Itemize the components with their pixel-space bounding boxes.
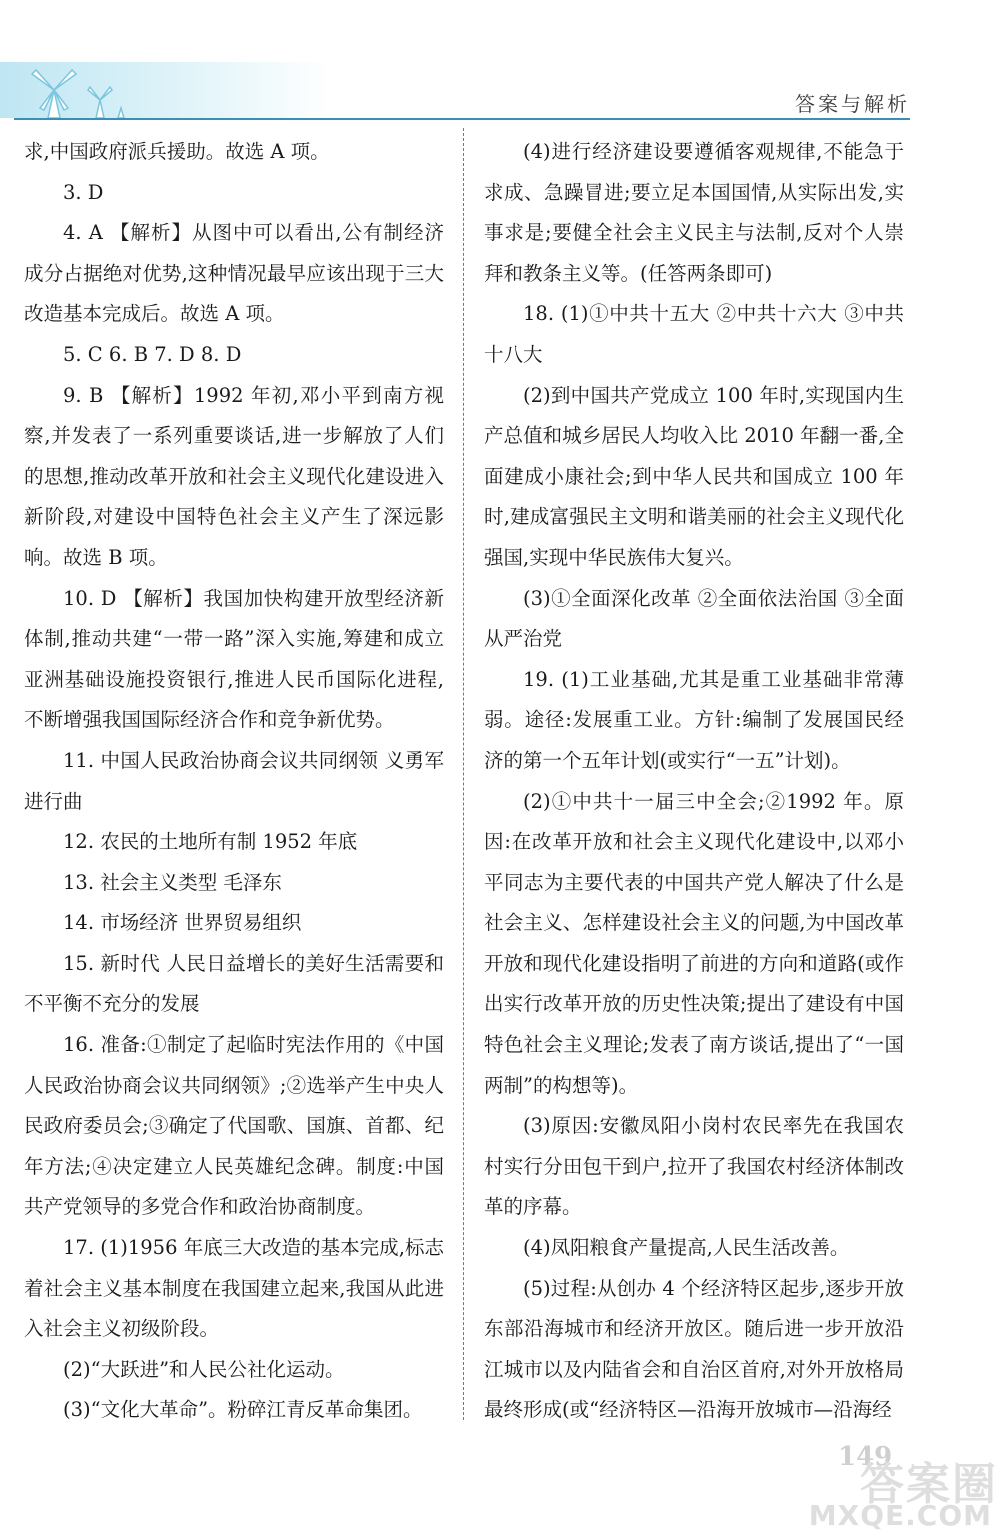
column-divider [463, 128, 464, 1420]
watermark [808, 1442, 1006, 1536]
paragraph: 5. C 6. B 7. D 8. D [63, 342, 242, 366]
paragraph: (3)①全面深化改革 ②全面依法治国 ③全面从严治党 [484, 586, 904, 651]
paragraph: 19. (1)工业基础,尤其是重工业基础非常薄弱。途径:发展重工业。方针:编制了发展国民经济的第一个五年计划(或实行“一五”计划)。 [484, 667, 904, 772]
watermark-url: MXQE.COM [808, 1499, 992, 1532]
paragraph: (4)进行经济建设要遵循客观规律,不能急于求成、急躁冒进;要立足本国国情,从实际出发,实事求是;要健全社会主义民主与法制,反对个人崇拜和教条主义等。(任答两条即可) [484, 140, 904, 285]
paragraph: 15. 新时代 人民日益增长的美好生活需要和不平衡不充分的发展 [24, 951, 444, 1016]
paragraph: 16. 准备:①制定了起临时宪法作用的《中国人民政治协商会议共同纲领》;②选举产生中央人民政府委员会;③确定了代国歌、国旗、首都、纪年方法;④决定建立人民英雄纪念碑。制度:中国共产党领导的多党合作和政治协商制度。 [24, 1033, 444, 1219]
paragraph: (5)过程:从创办 4 个经济特区起步,逐步开放东部沿海城市和经济开放区。随后进一步开放沿江城市以及内陆省会和自治区首府,对外开放格局最终形成(或“经济特区—沿海开放城市—沿海经 [484, 1276, 904, 1422]
paragraph: 13. 社会主义类型 毛泽东 [63, 870, 282, 894]
paragraph: 11. 中国人民政治协商会议共同纲领 义勇军进行曲 [24, 748, 444, 813]
paragraph: 9. B 【解析】1992 年初,邓小平到南方视察,并发表了一系列重要谈话,进一步解放了人们的思想,推动改革开放和社会主义现代化建设进入新阶段,对建设中国特色社会主义产生了深远影响。故选 B 项。 [24, 383, 444, 569]
paragraph: (3)“文化大革命”。粉碎江青反革命集团。 [63, 1398, 423, 1422]
paragraph: (4)凤阳粮食产量提高,人民生活改善。 [523, 1236, 850, 1260]
paragraph: 10. D 【解析】我国加快构建开放型经济新体制,推动共建“一带一路”深入实施,筹建和成立亚洲基础设施投资银行,推进人民币国际化进程,不断增强我国国际经济合作和竞争新优势。 [24, 586, 444, 732]
paragraph: 14. 市场经济 世界贸易组织 [63, 911, 302, 935]
paragraph: 4. A 【解析】从图中可以看出,公有制经济成分占据绝对优势,这种情况最早应该出现于三大改造基本完成后。故选 A 项。 [24, 221, 444, 326]
left-column [24, 132, 444, 1431]
paragraph: (3)原因:安徽凤阳小岗村农民率先在我国农村实行分田包干到户,拉开了我国农村经济体制改革的序幕。 [484, 1114, 904, 1219]
paragraph: 求,中国政府派兵援助。故选 A 项。 [24, 140, 330, 163]
windmill-icon [18, 60, 138, 120]
paragraph: 12. 农民的土地所有制 1952 年底 [63, 830, 358, 854]
paragraph: (2)①中共十一届三中全会;②1992 年。原因:在改革开放和社会主义现代化建设中,以邓小平同志为主要代表的中国共产党人解决了什么是社会主义、怎样建设社会主义的问题,为中国改革开放和现代化建设指明了前进的方向和道路(或作出实行改革开放的历史性决策;提出了建设有中国特色社会主义理论;发表了南方谈话,提出了“一国两制”的构想等)。 [484, 789, 904, 1097]
watermark-logo: 答案圈 [860, 1459, 998, 1510]
paragraph: 3. D [63, 180, 104, 204]
paragraph: (2)“大跃进”和人民公社化运动。 [63, 1357, 345, 1381]
paragraph: 17. (1)1956 年底三大改造的基本完成,标志着社会主义基本制度在我国建立起来,我国从此进入社会主义初级阶段。 [24, 1236, 444, 1341]
header-rule [14, 118, 910, 120]
paragraph: (2)到中国共产党成立 100 年时,实现国内生产总值和城乡居民人均收入比 2010 年翻一番,全面建成小康社会;到中华人民共和国成立 100 年时,建成富强民主文明和谐美丽的社会主义现代化强国,实现中华民族伟大复兴。 [484, 383, 904, 569]
header-title: 答案与解析 [795, 92, 910, 116]
page-number: 149 [838, 1442, 893, 1472]
right-column [484, 132, 904, 1431]
paragraph: 18. (1)①中共十五大 ②中共十六大 ③中共十八大 [484, 302, 904, 366]
